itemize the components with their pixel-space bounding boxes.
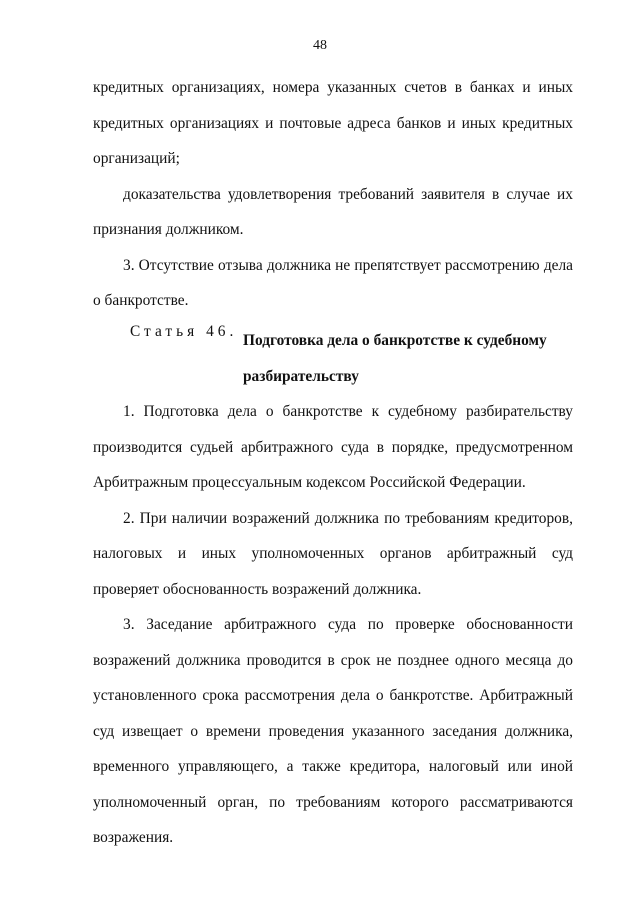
article-title: Подготовка дела о банкротстве к судебному разбирательству <box>243 332 547 385</box>
article-paragraph-2: 2. При наличии возражений должника по требованиям кредиторов, налоговых и иных уполномоченных органов арбитражный суд проверяет обоснованность возражений должника. <box>93 509 573 598</box>
paragraph-continuation: кредитных организациях, номера указанных счетов в банках и иных кредитных организациях и почтовые адреса банков и иных кредитных организаций; <box>93 79 573 167</box>
paragraph-item-3: 3. Отсутствие отзыва должника не препятствует рассмотрению дела о банкротстве. <box>93 256 573 309</box>
article-label: Статья 46. <box>130 323 238 340</box>
body-text-article <box>93 394 573 856</box>
page-number: 48 <box>313 38 327 53</box>
paragraph-evidence: доказательства удовлетворения требований заявителя в случае их признания должником. <box>93 185 573 238</box>
body-text-top <box>93 70 573 319</box>
article-paragraph-1: 1. Подготовка дела о банкротстве к судебному разбирательству производится судьей арбитражного суда в порядке, предусмотренном Арбитражным процессуальным кодексом Российской Федерации. <box>93 403 573 491</box>
article-paragraph-3: 3. Заседание арбитражного суда по проверке обоснованности возражений должника проводится в срок не позднее одного месяца до установленного срока рассмотрения дела о банкротстве. Арбитражный суд извещает о времени проведения указанного заседания должника, временного управляющего, а также кредитора, налоговый или иной уполномоченный орган, по требованиям которого рассматриваются возражения. <box>93 616 573 846</box>
